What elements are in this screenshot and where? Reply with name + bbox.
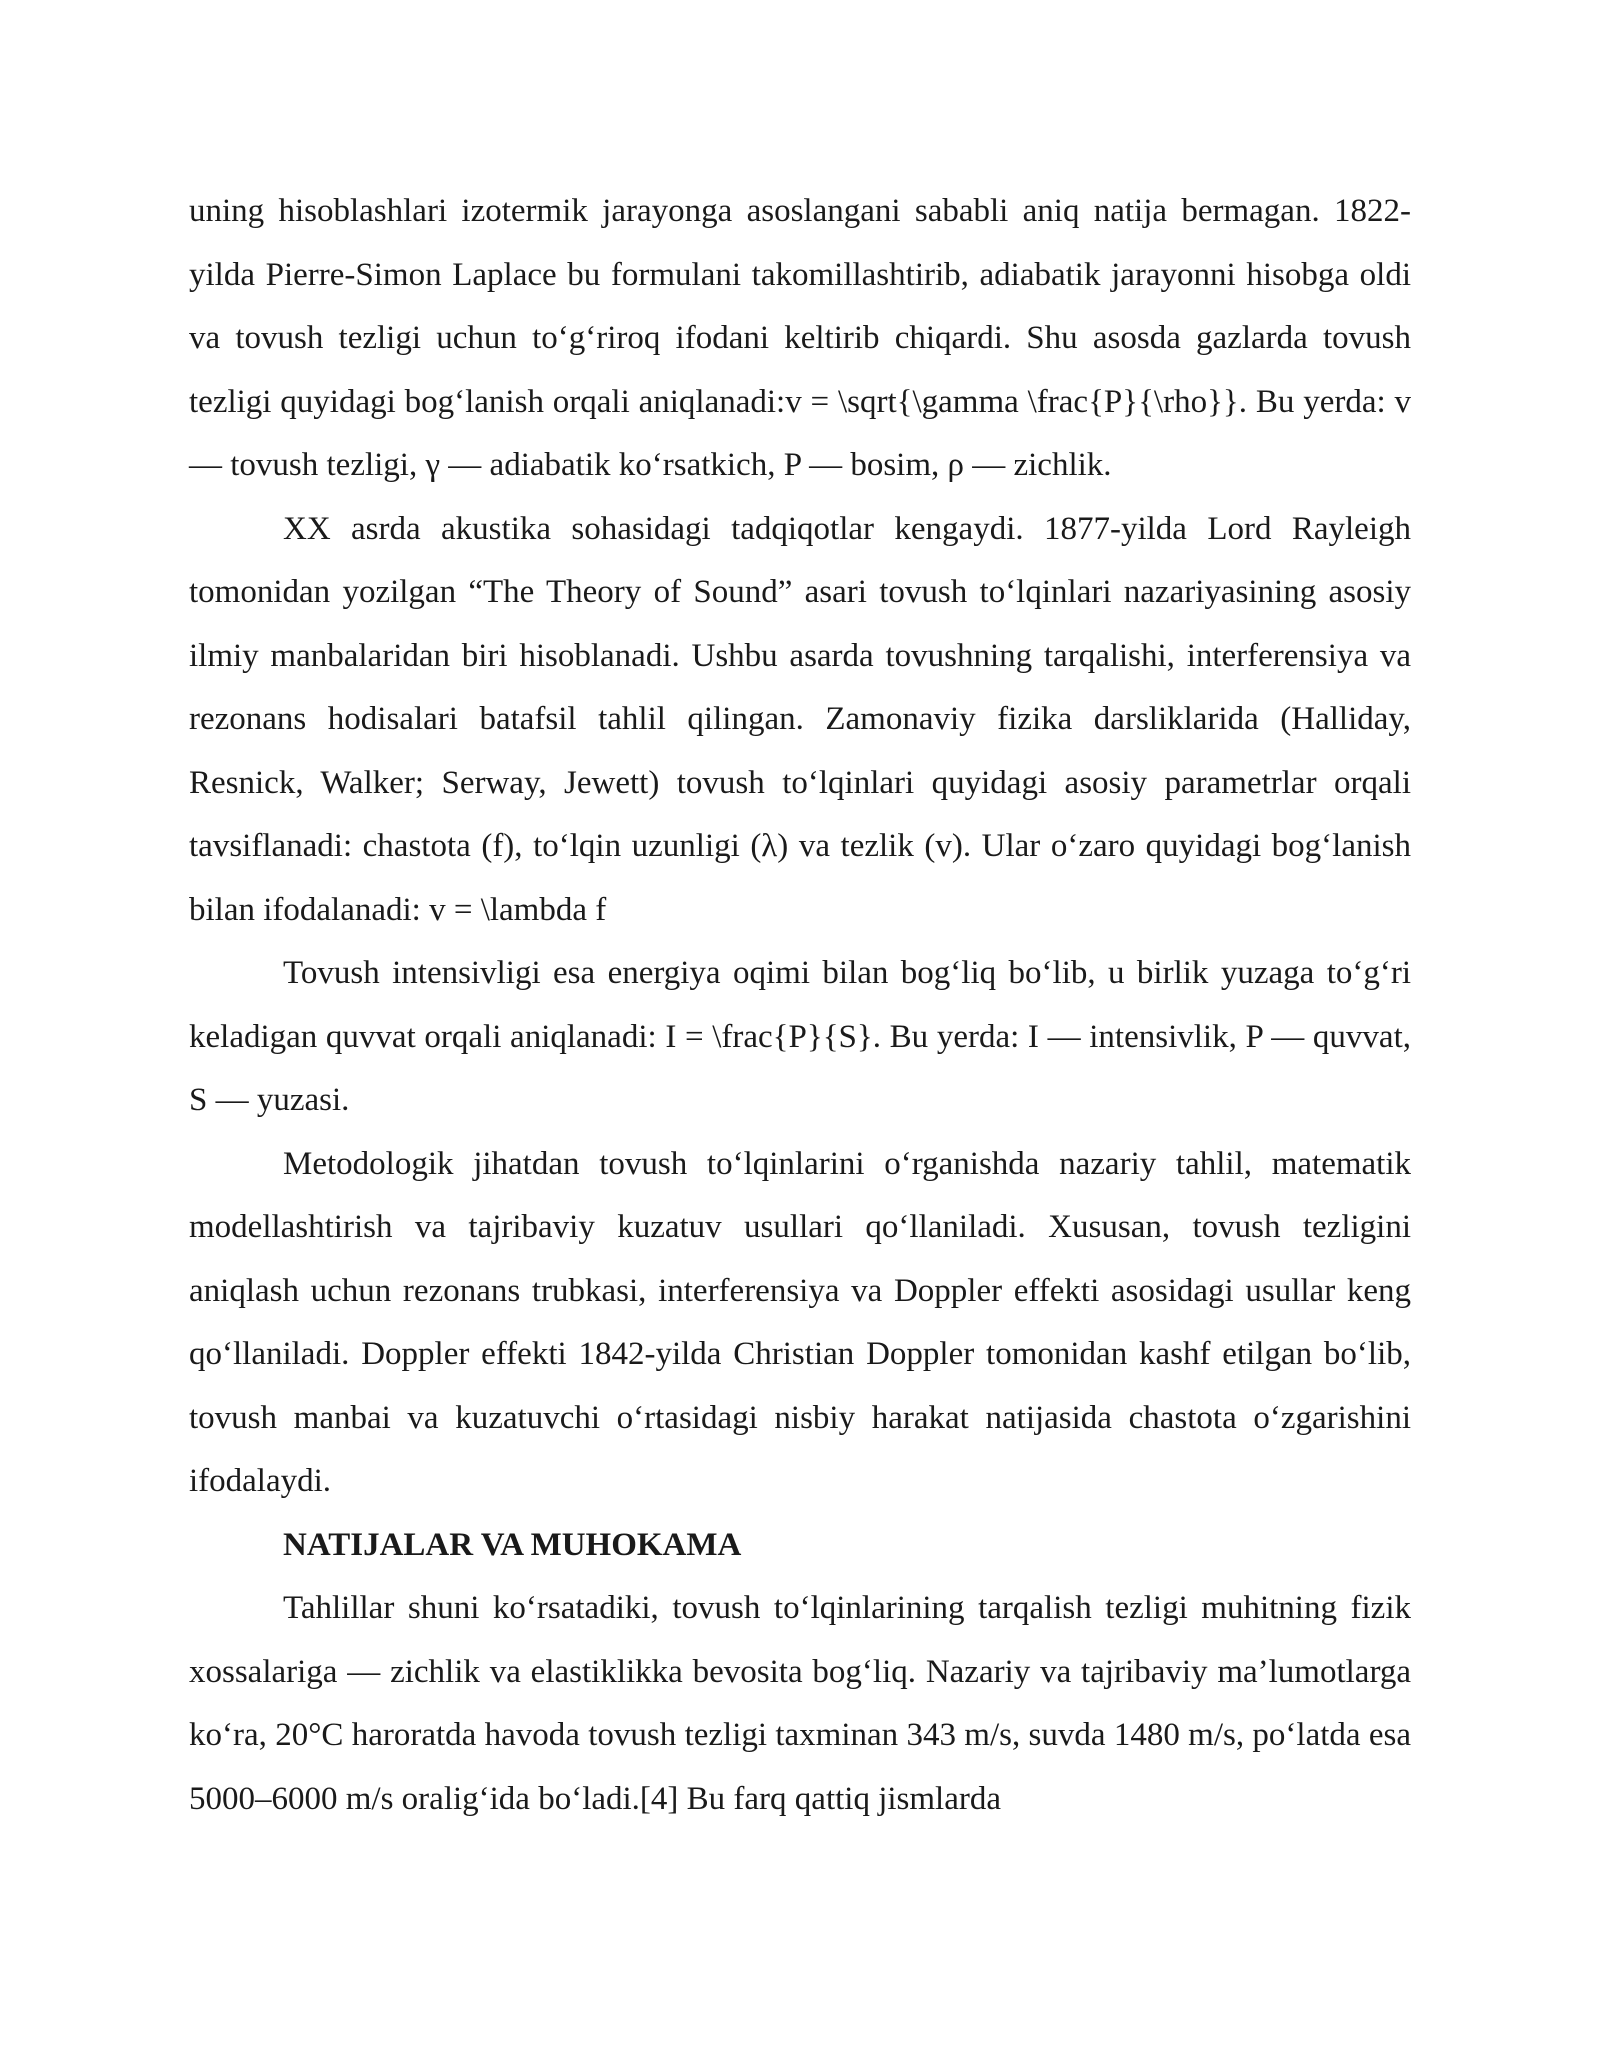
section-heading: NATIJALAR VA MUHOKAMA xyxy=(283,1526,742,1563)
paragraph-laplace-formula: uning hisoblashlari izotermik jarayonga asoslangani sababli aniq natija bermagan. 1822-yilda Pierre-Simon Laplace bu formulani takomillashtirib, adiabatik jarayonni hisobga oldi va tovush tezligi uchun to‘g‘riroq ifodani keltirib chiqardi. Shu asosda gazlarda tovush tezligi quyidagi bog‘lanish orqali aniqlanadi:v = \sqrt{\gamma \frac{P}{\rho}}. Bu yerda: v — tovush tezligi, γ — adiabatik ko‘rsatkich, P — bosim, ρ — zichlik. xyxy=(189,193,1411,483)
paragraph-rayleigh-theory: XX asrda akustika sohasidagi tadqiqotlar kengaydi. 1877-yilda Lord Rayleigh tomonidan yozilgan “The Theory of Sound” asari tovush to‘lqinlari nazariyasining asosiy ilmiy manbalaridan biri hisoblanadi. Ushbu asarda tovushning tarqalishi, interferensiya va rezonans hodisalari batafsil tahlil qilingan. Zamonaviy fizika darsliklarida (Halliday, Resnick, Walker; Serway, Jewett) tovush to‘lqinlari quyidagi asosiy parametrlar orqali tavsiflanadi: chastota (f), to‘lqin uzunligi (λ) va tezlik (v). Ular o‘zaro quyidagi bog‘lanish bilan ifodalanadi: v = \lambda f xyxy=(189,510,1411,928)
paragraph-sound-intensity: Tovush intensivligi esa energiya oqimi bilan bog‘liq bo‘lib, u birlik yuzaga to‘g‘ri keladigan quvvat orqali aniqlanadi: I = \frac{P}{S}. Bu yerda: I — intensivlik, P — quvvat, S — yuzasi. xyxy=(189,955,1411,1118)
paragraph-results: Tahlillar shuni ko‘rsatadiki, tovush to‘lqinlarining tarqalish tezligi muhitning fizik xossalariga — zichlik va elastiklikka bevosita bog‘liq. Nazariy va tajribaviy ma’lumotlarga ko‘ra, 20°C haroratda havoda tovush tezligi taxminan 343 m/s, suvda 1480 m/s, po‘latda esa 5000–6000 m/s oralig‘ida bo‘ladi.[4] Bu farq qattiq jismlarda xyxy=(189,1590,1411,1817)
document-body xyxy=(189,180,1411,1831)
paragraph-methodology: Metodologik jihatdan tovush to‘lqinlarini o‘rganishda nazariy tahlil, matematik modellashtirish va tajribaviy kuzatuv usullari qo‘llaniladi. Xususan, tovush tezligini aniqlash uchun rezonans trubkasi, interferensiya va Doppler effekti asosidagi usullar keng qo‘llaniladi. Doppler effekti 1842-yilda Christian Doppler tomonidan kashf etilgan bo‘lib, tovush manbai va kuzatuvchi o‘rtasidagi nisbiy harakat natijasida chastota o‘zgarishini ifodalaydi. xyxy=(189,1145,1411,1499)
